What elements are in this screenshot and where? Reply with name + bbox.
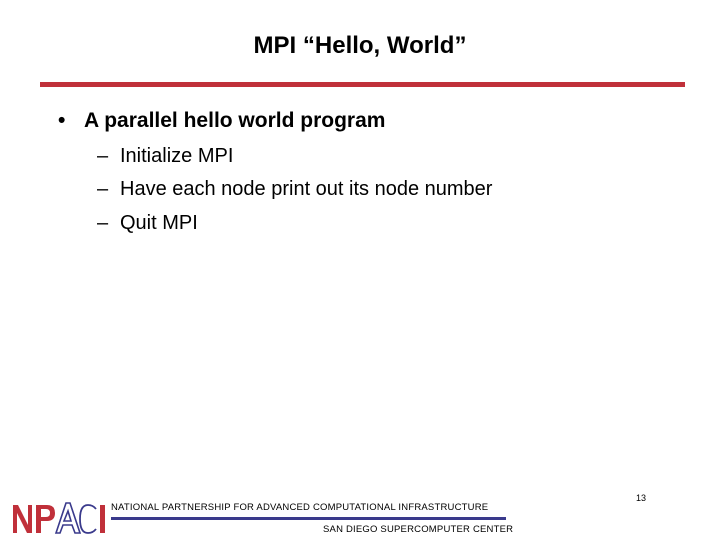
page-number: 13 [636,493,647,503]
subpoint-marker: – [97,212,109,234]
footer-center-text: SAN DIEGO SUPERCOMPUTER CENTER [323,524,514,535]
subpoint-2 [97,178,492,201]
main-bullet [58,109,385,133]
subpoint-1 [97,145,233,168]
subpoint-marker: – [97,145,109,167]
footer-partnership-text: NATIONAL PARTNERSHIP FOR ADVANCED COMPUTATIONAL INFRASTRUCTURE [111,502,489,513]
slide-title: MPI “Hello, World” [253,32,467,59]
subpoint-text: Initialize MPI [120,145,234,167]
subpoint-marker: – [97,178,109,200]
subpoint-text: Have each node print out its node number [120,178,493,200]
bullet-text: A parallel hello world program [84,109,386,132]
bullet-marker: • [58,109,66,132]
subpoint-text: Quit MPI [120,212,198,234]
title-rule [40,82,685,87]
footer-bar [111,517,506,520]
subpoint-3 [97,212,198,235]
npaci-logo [10,499,110,537]
